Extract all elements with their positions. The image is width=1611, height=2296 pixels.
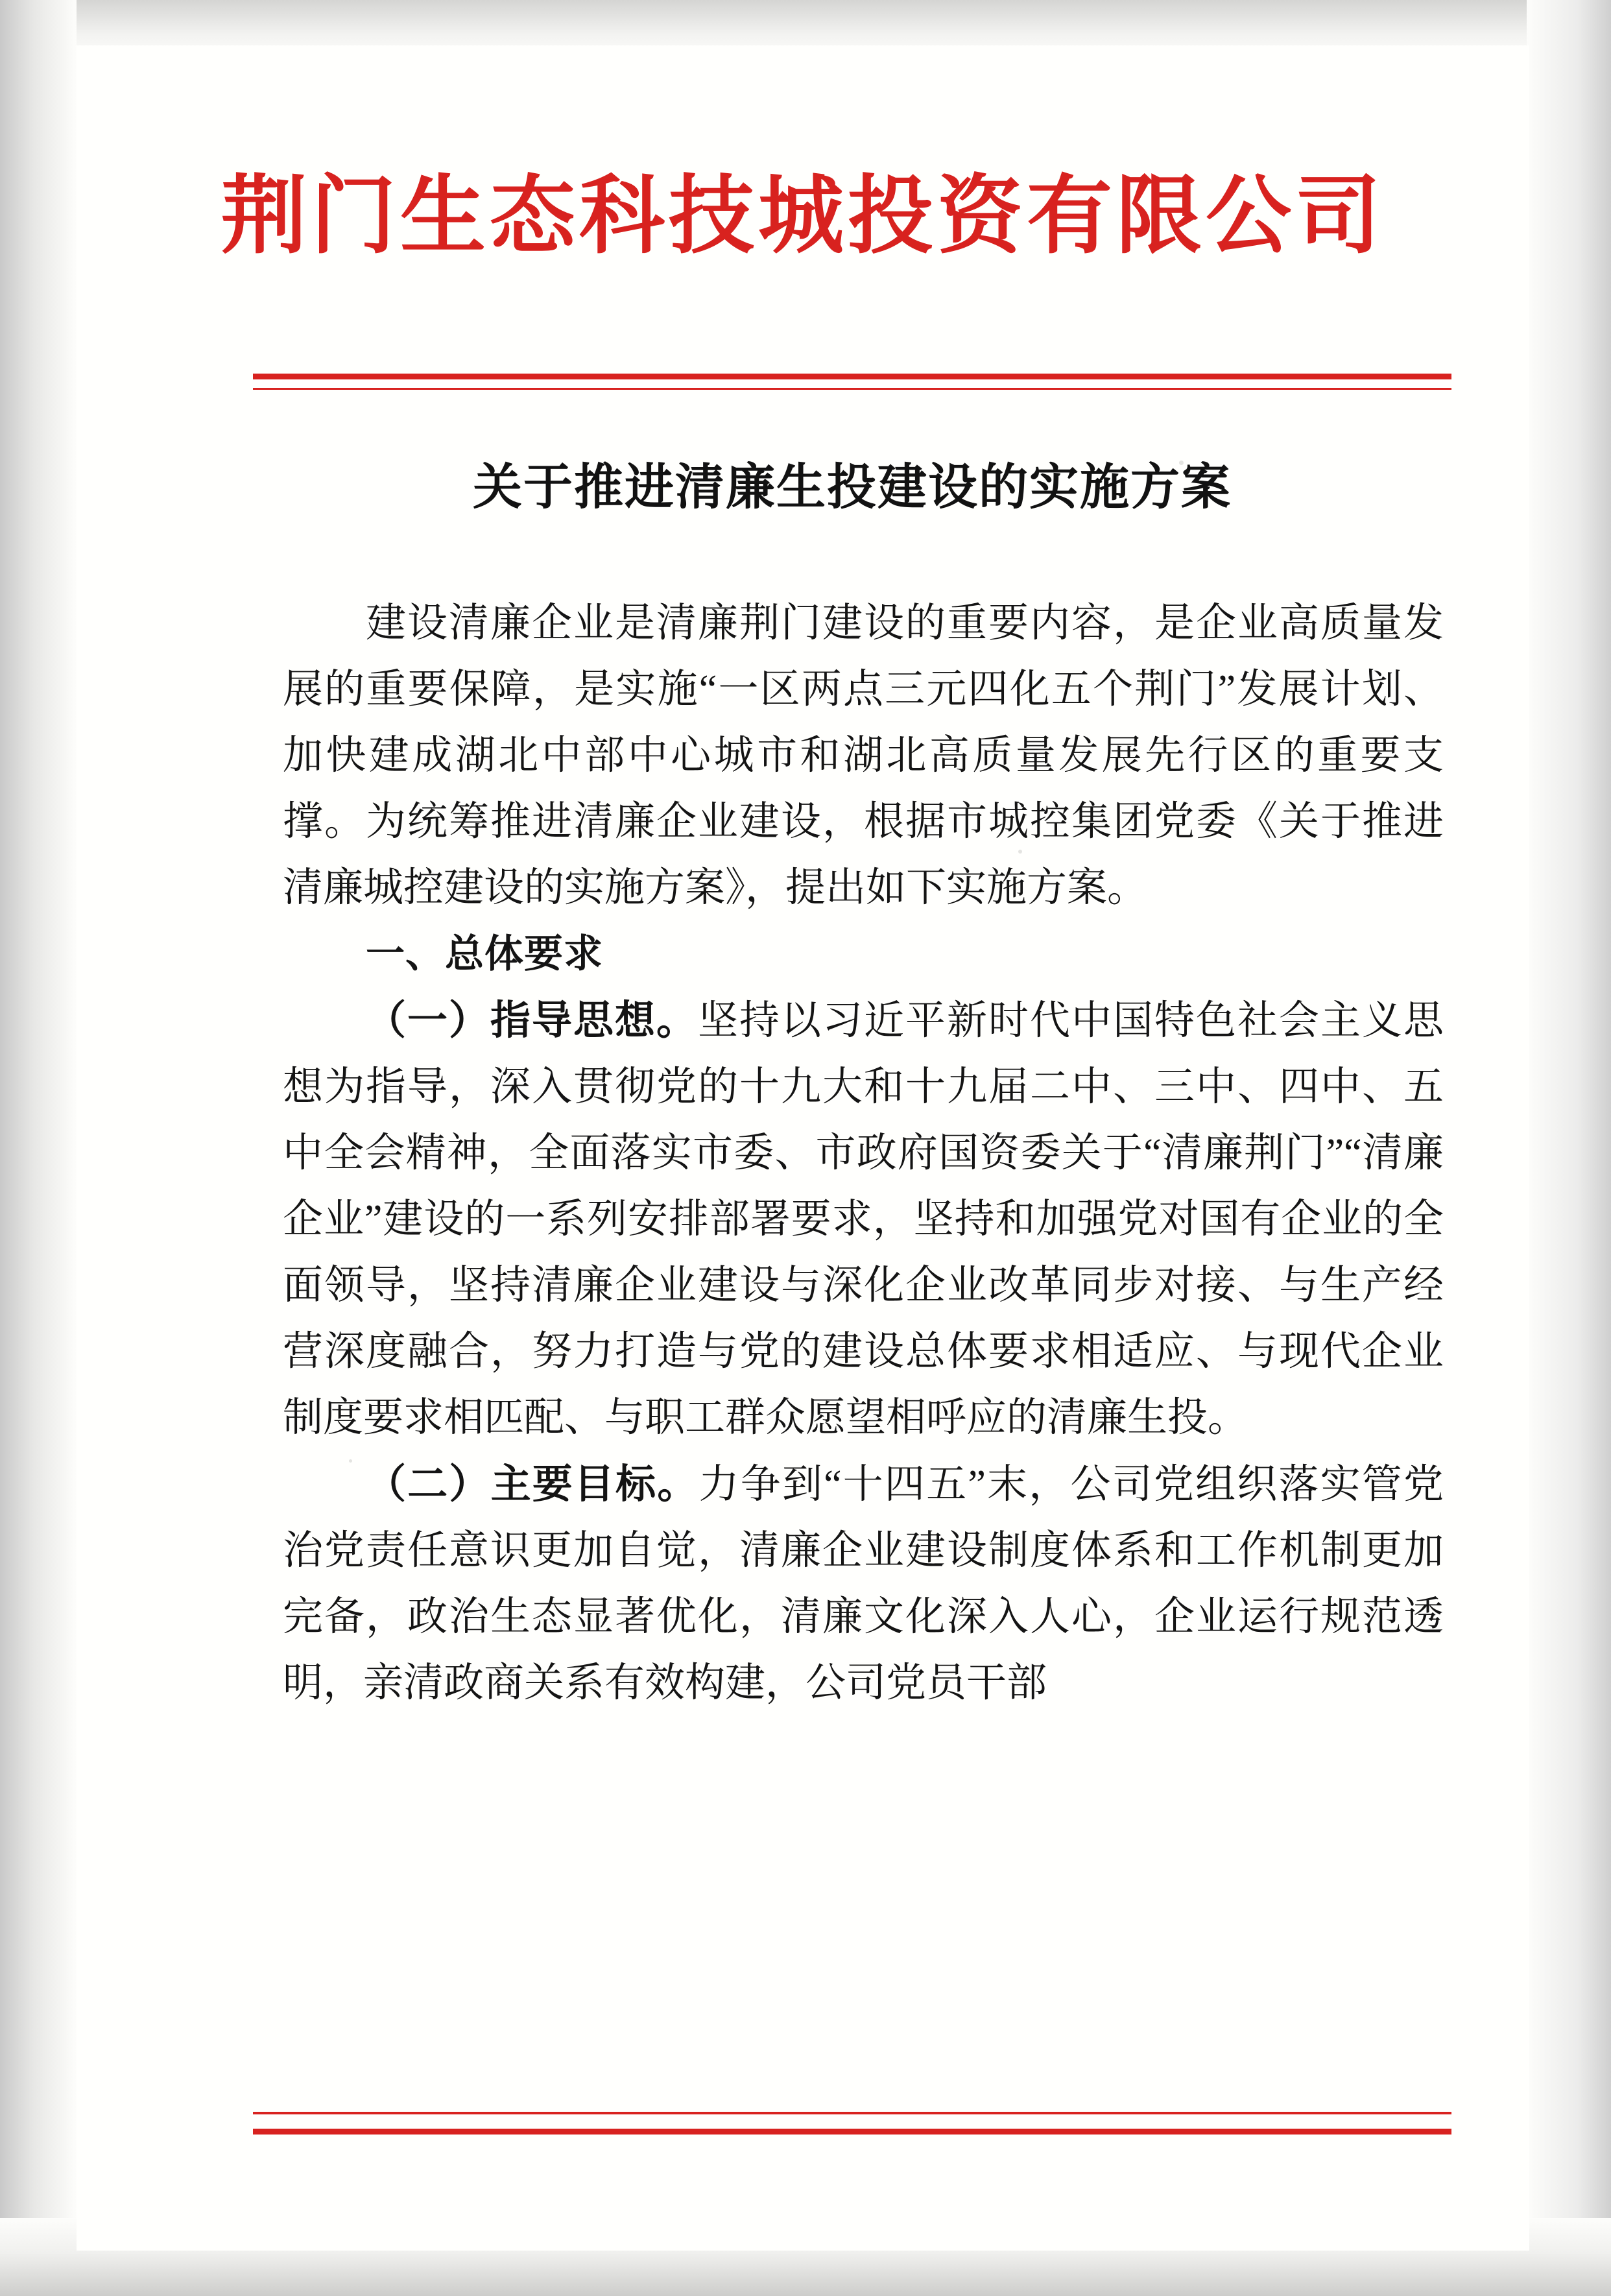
paper-sheet — [77, 45, 1529, 2251]
footer-rule-thick — [253, 2129, 1451, 2135]
document-body — [283, 590, 1444, 1716]
paper-edge-right — [1527, 0, 1611, 2296]
paragraph-item-1-1 — [283, 987, 1444, 1451]
footer-rule-thin — [253, 2112, 1451, 2114]
letterhead — [180, 165, 1426, 266]
paragraph-item-1-2 — [283, 1451, 1444, 1716]
letterhead-organization: 荆门生态科技城投资有限公司 — [221, 165, 1385, 266]
section-heading-1 — [283, 921, 1444, 987]
section-heading-text: 一、总体要求 — [366, 931, 603, 977]
paper-edge-left — [0, 0, 77, 2296]
paragraph-text: 坚持以习近平新时代中国特色社会主义思想为指导，深入贯彻党的十九大和十九届二中、三中、四中、五中全会精神，全面落实市委、市政府国资委关于“清廉荆门”“清廉企业”建设的一系列安排部署要求，坚持和加强党对国有企业的全面领导，坚持清廉企业建设与深化企业改革同步对接、与生产经营深度融合，努力打造与党的建设总体要求相适应、与现代企业制度要求相匹配、与职工群众愿望相呼应的清廉生投。 — [283, 999, 1444, 1440]
letterhead-rule-thin — [253, 388, 1451, 390]
document-title: 关于推进清廉生投建设的实施方案 — [473, 458, 1232, 516]
paragraph-text: 力争到“十四五”末，公司党组织落实管党治党责任意识更加自觉，清廉企业建设制度体系和工作机制更加完备，政治生态显著优化，清廉文化深入人心，企业运行规范透明，亲清政商关系有效构建，公司党员干部 — [283, 1463, 1444, 1705]
paragraph-intro — [283, 590, 1444, 921]
letterhead-rule-thick — [253, 374, 1451, 379]
paragraph-text: 建设清廉企业是清廉荆门建设的重要内容，是企业高质量发展的重要保障，是实施“一区两点三元四化五个荆门”发展计划、加快建成湖北中部中心城市和湖北高质量发展先行区的重要支撑。为统筹推进清廉企业建设，根据市城控集团党委《关于推进清廉城控建设的实施方案》，提出如下实施方案。 — [283, 601, 1444, 910]
paragraph-lead: （一）指导思想。 — [366, 996, 698, 1044]
paragraph-lead: （二）主要目标。 — [366, 1460, 699, 1507]
